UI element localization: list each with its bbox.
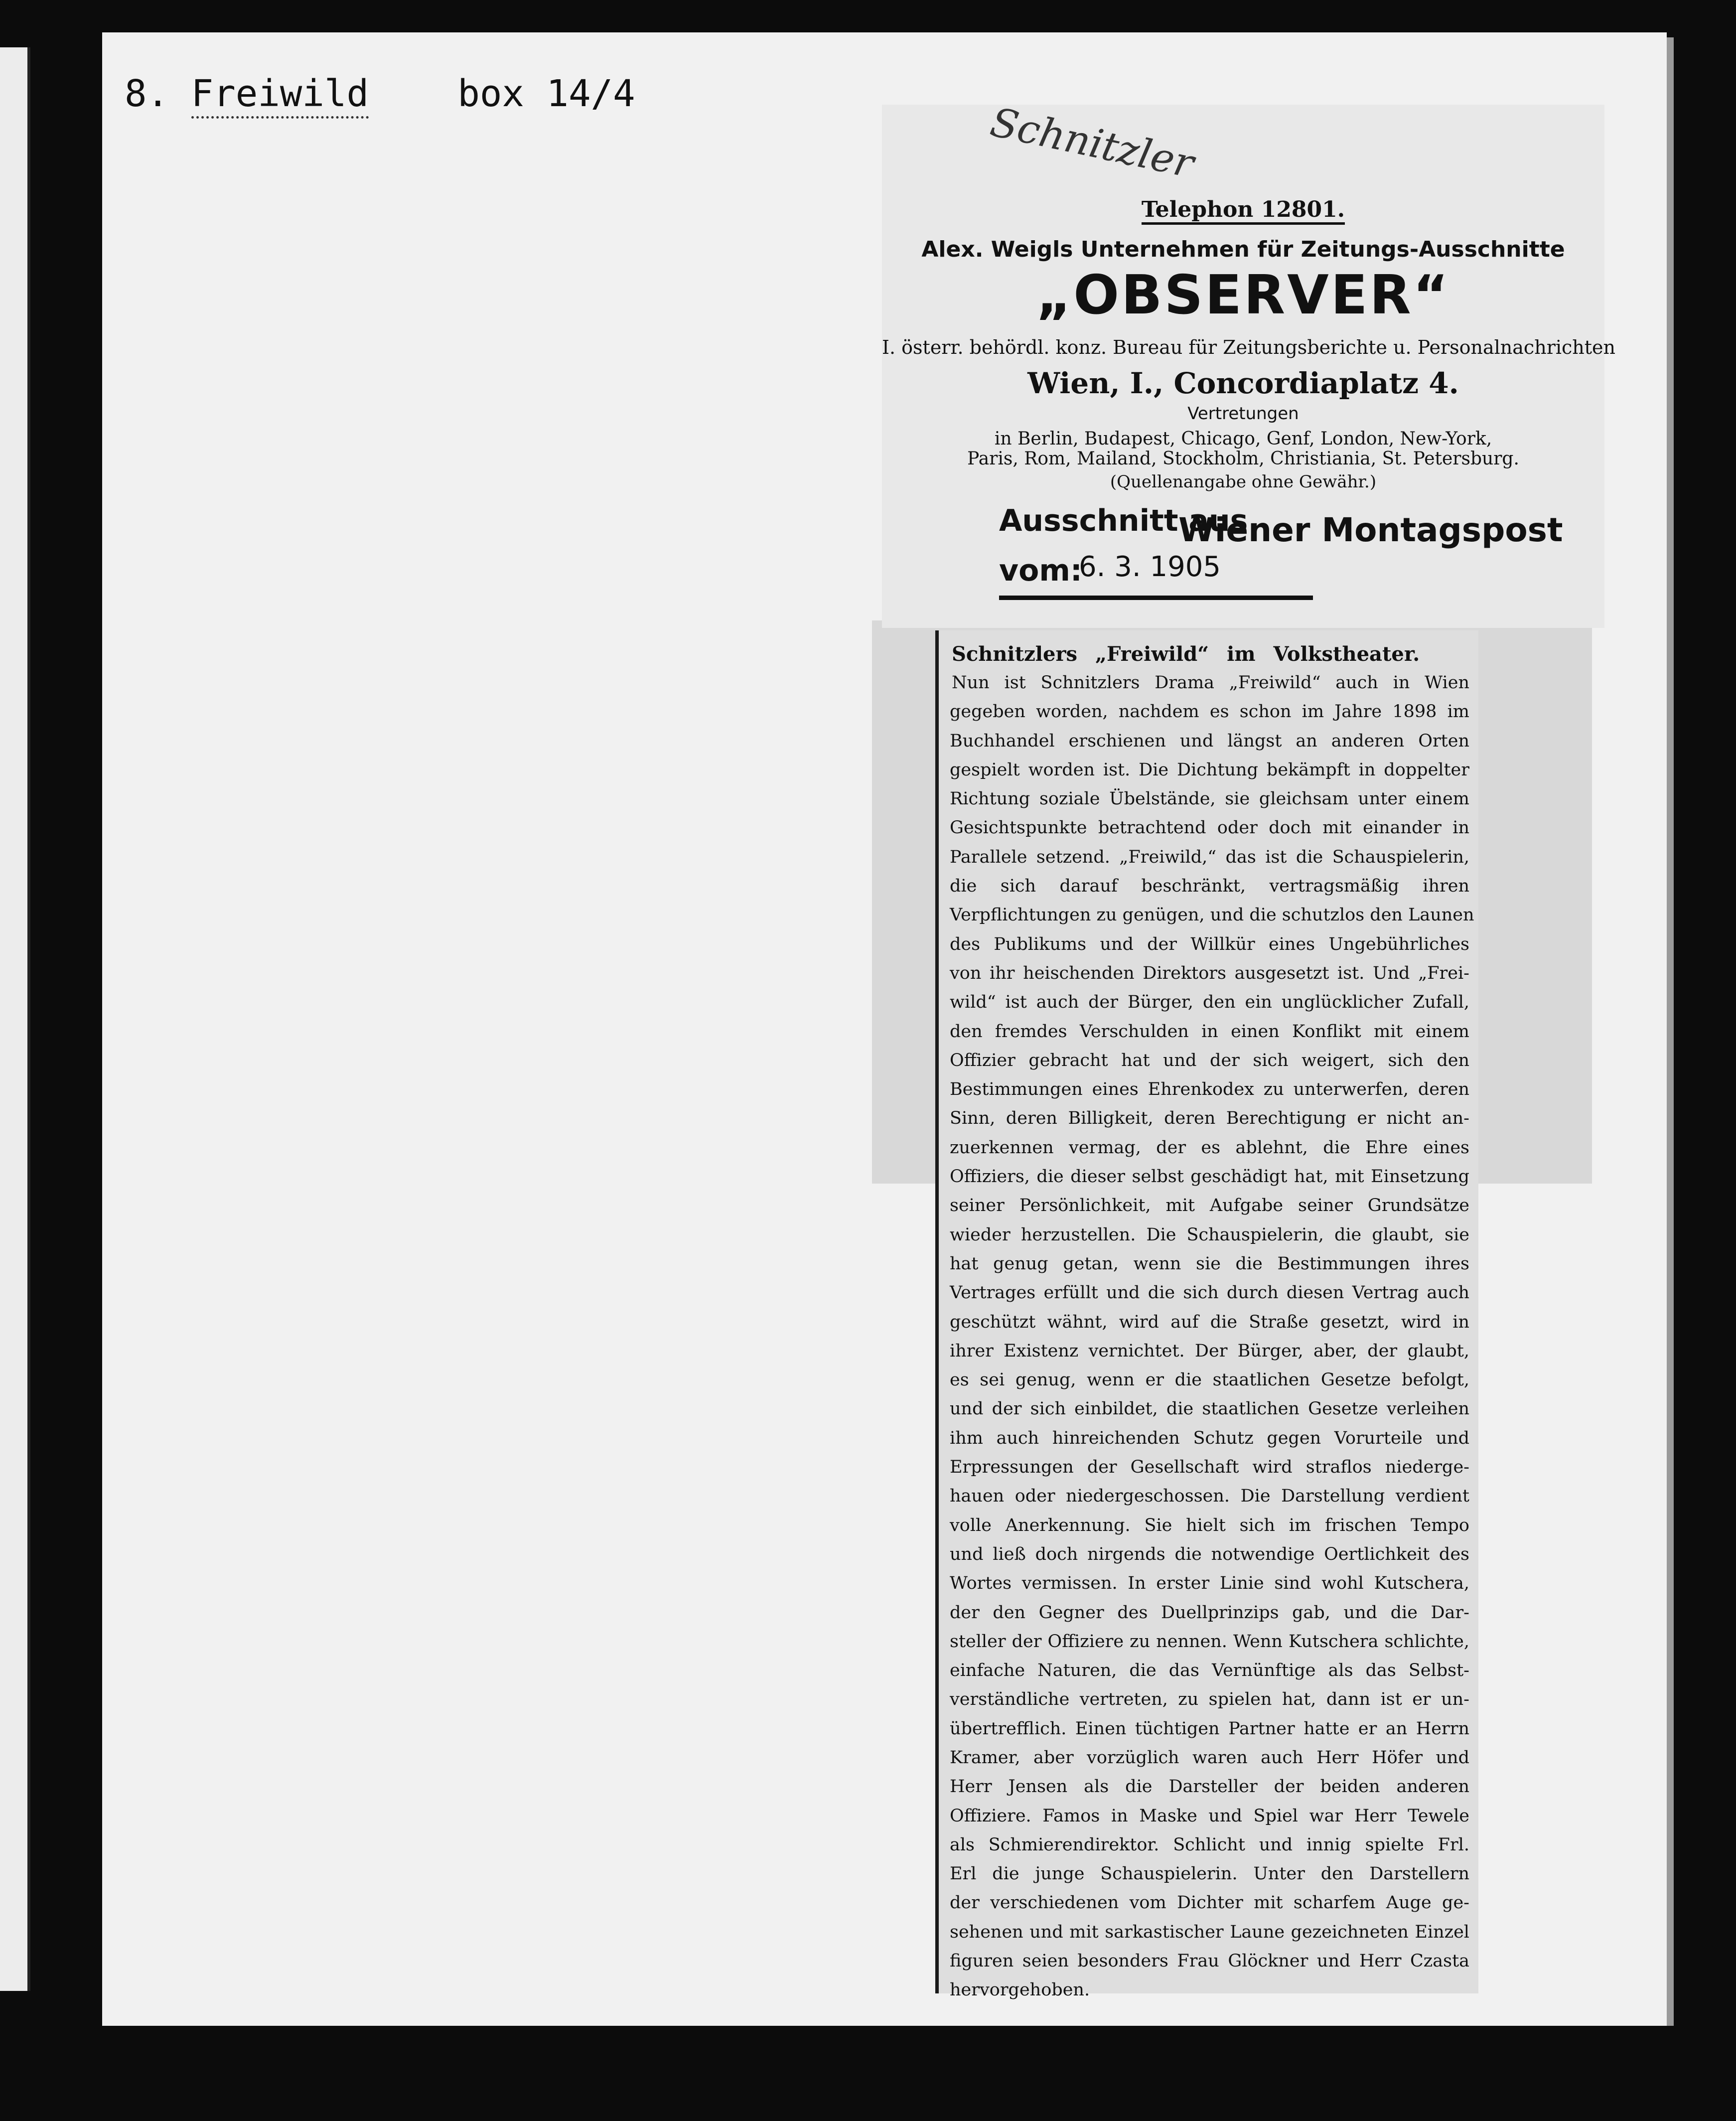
article-line: den fremdes Verschulden in einen Konflikt mit einem	[950, 1021, 1469, 1042]
article-line: hat genug getan, wenn sie die Bestimmungen ihres	[950, 1253, 1469, 1274]
article-body	[950, 668, 1474, 2005]
archive-sheet	[102, 32, 1667, 2026]
previous-page-edge	[0, 47, 30, 1991]
article-line: übertrefflich. Einen tüchtigen Partner hatte er an Herrn	[950, 1718, 1469, 1739]
box-label: box 14/4	[457, 72, 635, 115]
file-title: Freiwild	[191, 72, 369, 119]
article-line: und ließ doch nirgends die notwendige Oertlichkeit des	[950, 1544, 1469, 1564]
article-line: Offizier gebracht hat und der sich weigert, sich den	[950, 1050, 1469, 1070]
article-line: ihrer Existenz vernichtet. Der Bürger, aber, der glaubt,	[950, 1341, 1469, 1361]
article-line: Verpflichtungen zu genügen, und die schutzlos den Launen	[950, 905, 1474, 925]
article-line: des Publikums und der Willkür eines Ungebührliches	[950, 934, 1469, 954]
newspaper-clipping	[935, 630, 1478, 2000]
handwritten-note: Schnitzler	[986, 99, 1198, 187]
article-line: Vertrages erfüllt und die sich durch diesen Vertrag auch	[950, 1283, 1469, 1303]
stamp-telephone: Telephon 12801.	[882, 197, 1604, 222]
article-line: hervorgehoben.	[950, 1980, 1090, 2000]
article-line: zuerkennen vermag, der es ablehnt, die Ehre eines	[950, 1137, 1469, 1158]
article-line: der den Gegner des Duellprinzips gab, und die Dar-	[950, 1602, 1469, 1623]
article-line: es sei genug, wenn er die staatlichen Gesetze befolgt,	[950, 1370, 1469, 1390]
sheet-edge-shadow	[1667, 37, 1674, 2026]
article-line: figuren seien besonders Frau Glöckner und Herr Czasta	[950, 1951, 1469, 1971]
article-line: volle Anerkennung. Sie hielt sich im frischen Tempo	[950, 1515, 1469, 1535]
article-line: Herr Jensen als die Darsteller der beiden anderen	[950, 1777, 1469, 1797]
stamp-address: Wien, I., Concordiaplatz 4.	[1027, 366, 1459, 400]
stamp-firm: Alex. Weigls Unternehmen für Zeitungs-Ausschnitte	[921, 237, 1565, 262]
article-line: wieder herzustellen. Die Schauspielerin, die glaubt, sie	[950, 1224, 1469, 1245]
article-line: und der sich einbildet, die staatlichen Gesetze verleihen	[950, 1399, 1469, 1419]
article-line: Offiziers, die dieser selbst geschädigt hat, mit Einsetzung	[950, 1167, 1469, 1187]
article-line: Bestimmungen eines Ehrenkodex zu unterwerfen, deren	[950, 1079, 1469, 1100]
article-line: der verschiedenen vom Dichter mit scharfem Auge ge-	[950, 1893, 1469, 1913]
article-line: verständliche vertreten, zu spielen hat, dann ist er un-	[950, 1689, 1469, 1710]
article-line: seiner Persönlichkeit, mit Aufgabe seiner Grundsätze	[950, 1196, 1469, 1216]
article-line: ihm auch hinreichenden Schutz gegen Vorurteile und	[950, 1428, 1469, 1448]
article-line: gespielt worden ist. Die Dichtung bekämpft in doppelter	[950, 759, 1469, 780]
article-line: sehenen und mit sarkastischer Laune gezeichneten Einzel	[950, 1922, 1469, 1942]
article-line: steller der Offiziere zu nennen. Wenn Kutschera schlichte,	[950, 1631, 1469, 1652]
file-number: 8.	[125, 72, 169, 115]
stamp-underline	[999, 596, 1313, 600]
article-line: hauen oder niedergeschossen. Die Darstellung verdient	[950, 1486, 1469, 1507]
stamp-vertretungen: Vertretungen	[1187, 404, 1299, 424]
article-line: als Schmierendirektor. Schlicht und innig spielte Frl.	[950, 1834, 1469, 1855]
article-line: Buchhandel erschienen und längst an anderen Orten	[950, 731, 1469, 751]
article-line: Erpressungen der Gesellschaft wird straflos niederge-	[950, 1457, 1469, 1478]
file-header	[125, 72, 635, 115]
article-line: Wortes vermissen. In erster Linie sind wohl Kutschera,	[950, 1573, 1469, 1594]
stamp-bureau: I. österr. behördl. konz. Bureau für Zeitungsberichte u. Personalnachrichten	[882, 336, 1615, 358]
stamp-quellenangabe: (Quellenangabe ohne Gewähr.)	[1110, 472, 1377, 492]
stamp-cities-line1: in Berlin, Budapest, Chicago, Genf, London, New-York,	[994, 429, 1492, 449]
article-line: die sich darauf beschränkt, vertragsmäßig ihren	[950, 876, 1469, 897]
vom-label: vom:	[999, 553, 1082, 588]
stamp-cities-line2: Paris, Rom, Mailand, Stockholm, Christiania, St. Petersburg.	[967, 449, 1519, 469]
stamp-brand: „OBSERVER“	[1036, 264, 1450, 326]
article-line: wild“ ist auch der Bürger, den ein unglücklicher Zufall,	[950, 992, 1469, 1013]
article-line: geschützt wähnt, wird auf die Straße gesetzt, wird in	[950, 1312, 1469, 1332]
article-line: Parallele setzend. „Freiwild,“ das ist die Schauspielerin,	[950, 847, 1469, 867]
article-line: Offiziere. Famos in Maske und Spiel war Herr Tewele	[950, 1806, 1469, 1826]
clipping-date: 6. 3. 1905	[1079, 551, 1221, 583]
article-line: Sinn, deren Billigkeit, deren Berechtigung er nicht an-	[950, 1108, 1469, 1129]
article-line: Gesichtspunkte betrachtend oder doch mit einander in	[950, 818, 1469, 838]
article-line: Nun ist Schnitzlers Drama „Freiwild“ auch in Wien	[952, 673, 1469, 693]
article-headline: Schnitzlers „Freiwild“ im Volkstheater.	[952, 642, 1420, 666]
article-line: Richtung soziale Übelstände, sie gleichsam unter einem	[950, 789, 1469, 809]
article-line: Kramer, aber vorzüglich waren auch Herr Höfer und	[950, 1747, 1469, 1768]
article-line: von ihr heischenden Direktors ausgesetzt ist. Und „Frei-	[950, 963, 1469, 983]
newspaper-name: Wiener Montagspost	[1178, 511, 1563, 549]
article-line: Erl die junge Schauspielerin. Unter den Darstellern	[950, 1864, 1469, 1884]
ausschnitt-label: Ausschnitt aus	[999, 503, 1248, 538]
observer-stamp	[882, 99, 1615, 628]
article-line: gegeben worden, nachdem es schon im Jahre 1898 im	[950, 702, 1469, 722]
article-line: einfache Naturen, die das Vernünftige als das Selbst-	[950, 1661, 1469, 1681]
